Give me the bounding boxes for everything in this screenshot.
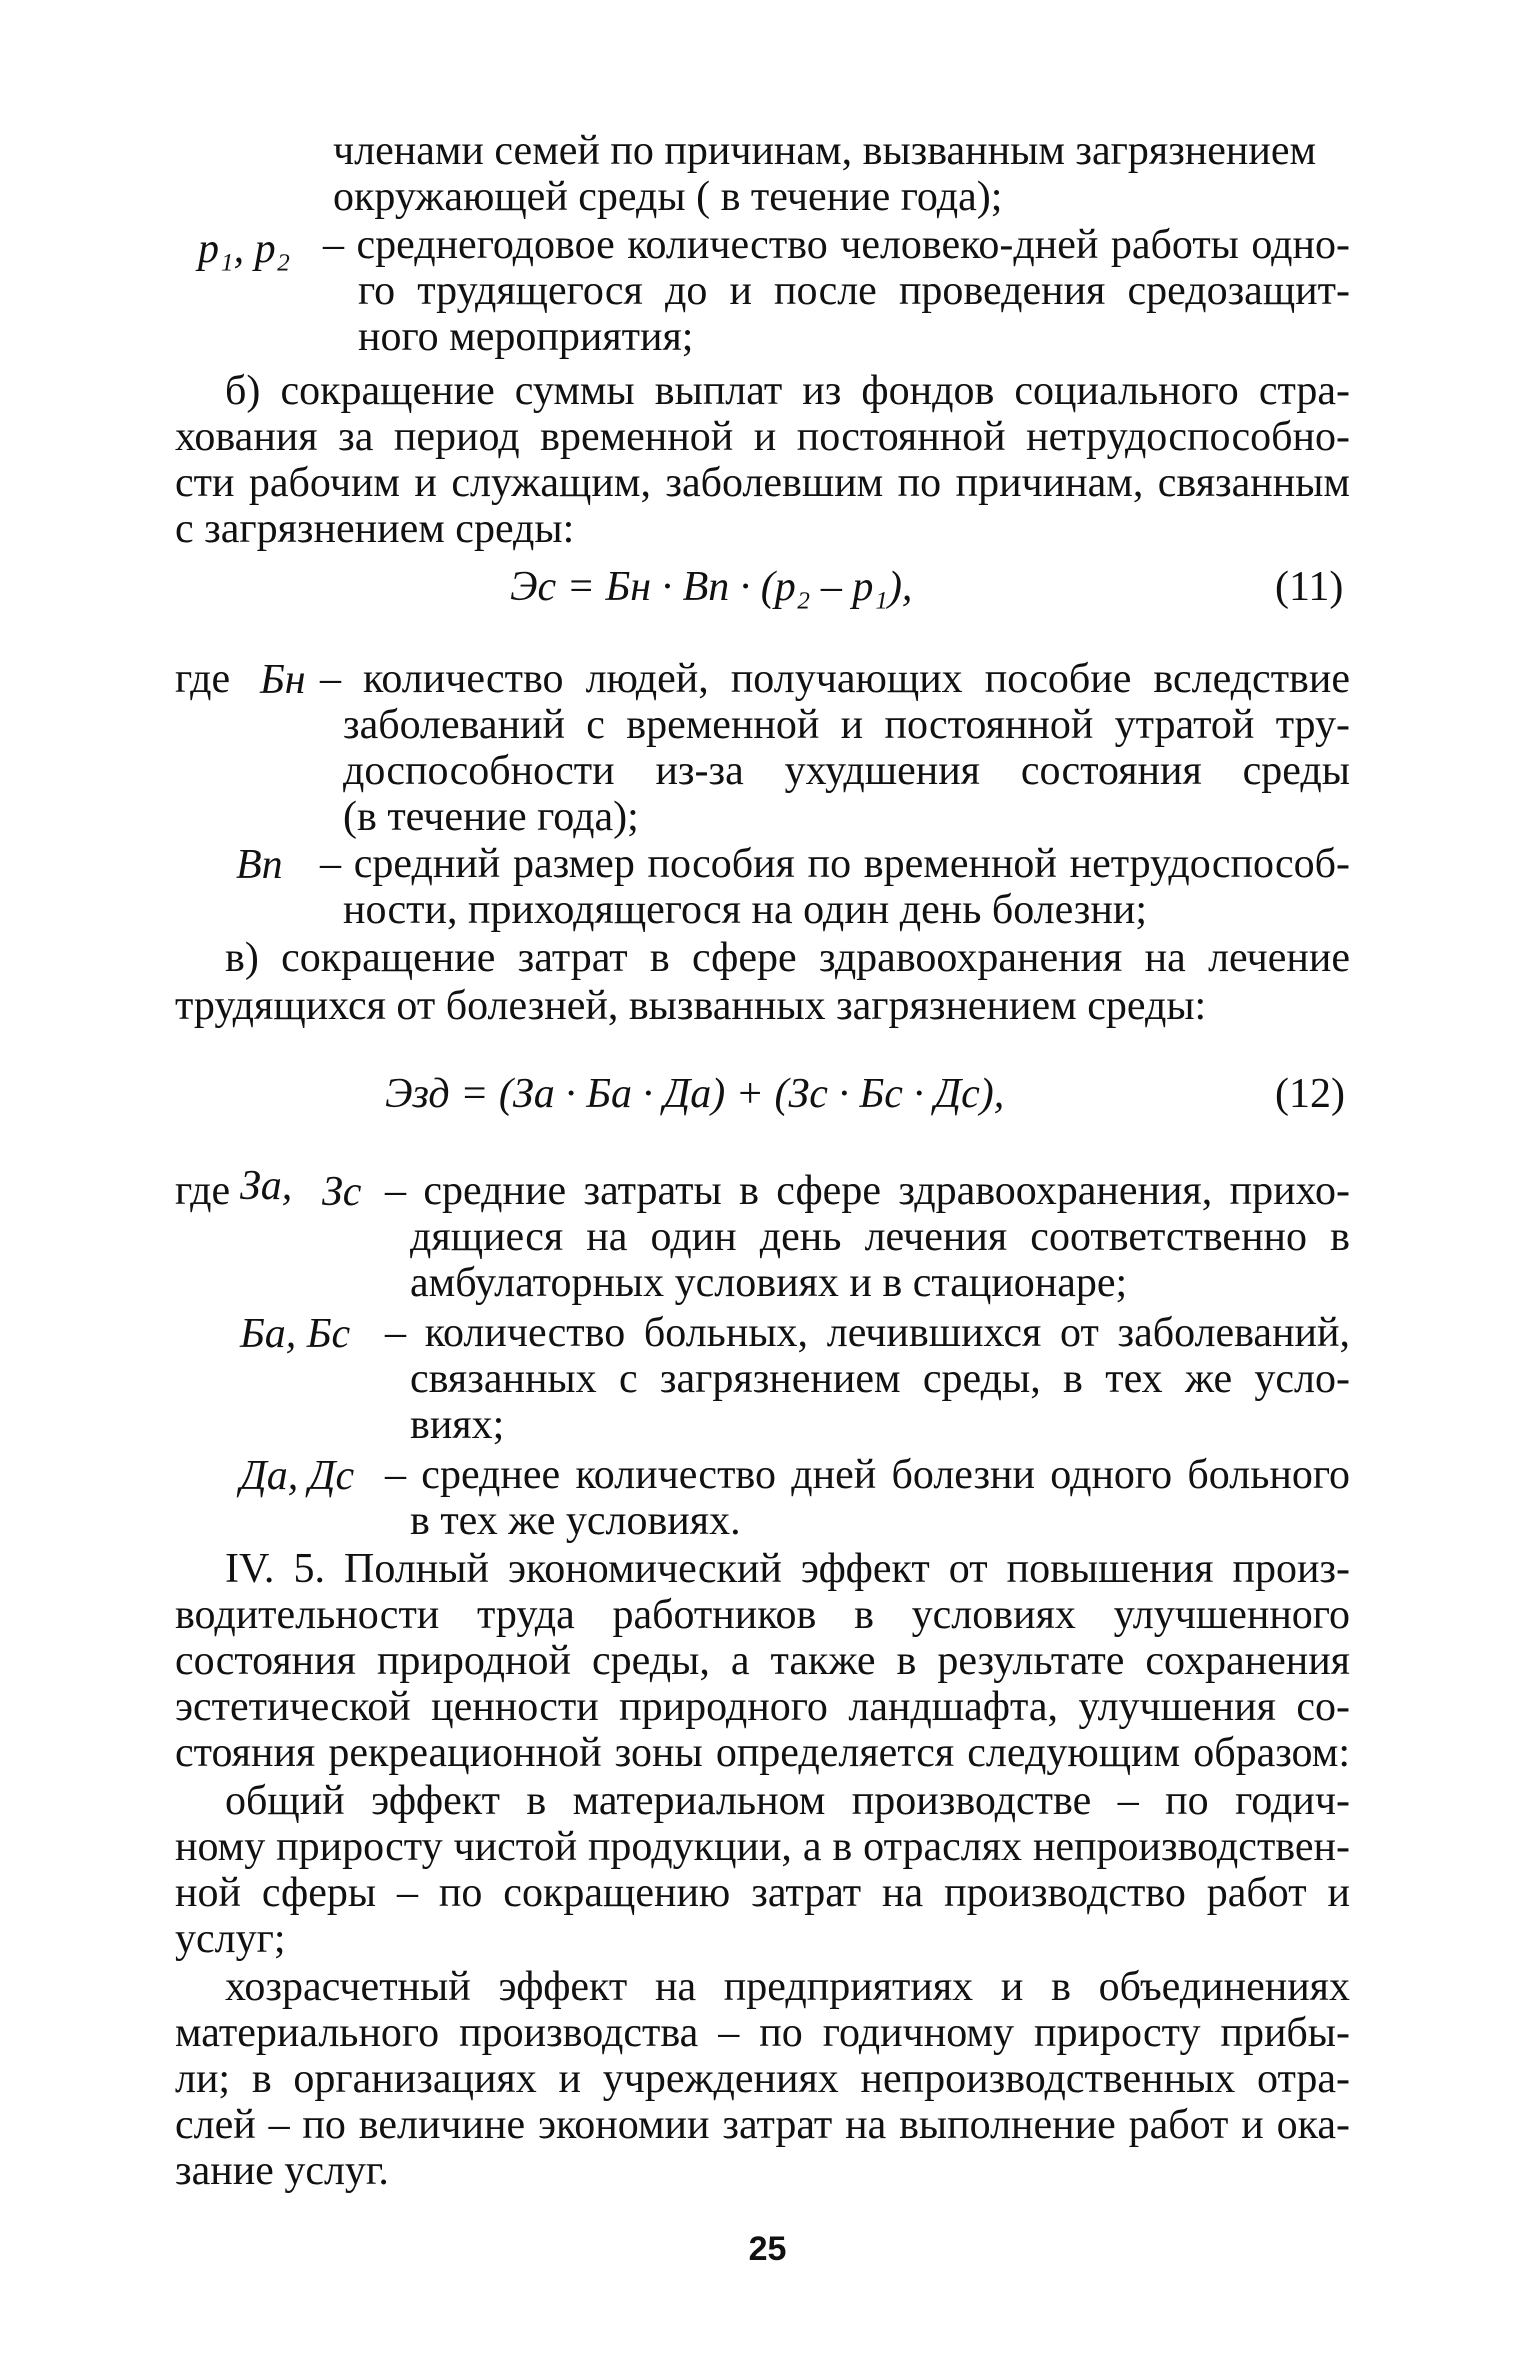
text-line: зание услуг. [175, 2148, 389, 2194]
text-line: (в течение года); [343, 794, 639, 840]
text-line: эстетической ценности природного ландшафта, улучшения со- [175, 1684, 1350, 1730]
text-line: общий эффект в материальном производстве – по годич- [225, 1778, 1350, 1824]
symbol-da-dc: Да, Дс [240, 1453, 355, 1499]
text-line: доспособности из-за ухудшения состояния среды [343, 748, 1350, 794]
text-line: стояния рекреационной зоны определяется следующим образом: [175, 1730, 1350, 1776]
equation-number-11: (11) [1275, 564, 1344, 610]
symbol-za: За, [240, 1163, 293, 1209]
text-line: где [175, 656, 231, 702]
text-line: хозрасчетный эффект на предприятиях и в объединениях [225, 1964, 1350, 2010]
text-line: – количество больных, лечившихся от заболеваний, [385, 1310, 1350, 1356]
symbol-bn: Бн [260, 657, 306, 703]
text-line: хования за период временной и постоянной нетрудоспособно- [175, 414, 1350, 460]
text-line: услуг; [175, 1916, 286, 1962]
text-line: членами семей по причинам, вызванным загрязнением [333, 128, 1317, 174]
text-line: ного мероприятия; [358, 314, 694, 360]
text-line: – средние затраты в сфере здравоохранения, прихо- [385, 1168, 1350, 1214]
equation-11: Эс = Бн · Вп · (p₂ – p₁), [510, 564, 913, 610]
text-line: с загрязнением среды: [175, 506, 575, 552]
text-line: водительности труда работников в условиях улучшенного [175, 1592, 1350, 1638]
text-line: ной сферы – по сокращению затрат на производство работ и [175, 1870, 1350, 1916]
text-line: в тех же условиях. [410, 1498, 741, 1544]
text-line: ли; в организациях и учреждениях непроизводственных отра- [175, 2056, 1350, 2102]
text-line: IV. 5. Полный экономический эффект от повышения произ- [225, 1546, 1350, 1592]
text-line: амбулаторных условиях и в стационаре; [410, 1260, 1128, 1306]
text-line: слей – по величине экономии затрат на выполнение работ и ока- [175, 2102, 1350, 2148]
equation-12: Эзд = (За · Ба · Да) + (Зс · Бс · Дс), [385, 1071, 1005, 1117]
text-line: связанных с загрязнением среды, в тех же усло- [410, 1356, 1350, 1402]
text-line: материального производства – по годичному приросту прибы- [175, 2010, 1350, 2056]
text-line: дящиеся на один день лечения соответственно в [410, 1214, 1350, 1260]
text-line: – среднегодовое количество человеко-дней работы одно- [323, 222, 1350, 268]
text-line: б) сокращение суммы выплат из фондов социального стра- [225, 368, 1350, 414]
text-line: где [175, 1168, 231, 1214]
text-line: – среднее количество дней болезни одного больного [385, 1452, 1350, 1498]
symbol-zc: Зс [322, 1169, 362, 1215]
text-line: – количество людей, получающих пособие вследствие [320, 656, 1350, 702]
text-line: сти рабочим и служащим, заболевшим по причинам, связанным [175, 460, 1350, 506]
text-line: окружающей среды ( в течение года); [333, 174, 1003, 220]
symbol-p1-p2: p₁, p₂ [198, 226, 291, 272]
text-line: ности, приходящегося на один день болезни; [343, 887, 1148, 933]
text-line: трудящихся от болезней, вызванных загрязнением среды: [175, 983, 1207, 1029]
symbol-vp: Вп [236, 842, 283, 888]
text-line: го трудящегося до и после проведения средозащит- [358, 268, 1350, 314]
page-number: 25 [748, 2230, 787, 2268]
equation-number-12: (12) [1275, 1071, 1345, 1117]
symbol-ba-bc: Ба, Бс [240, 1311, 351, 1357]
text-line: в) сокращение затрат в сфере здравоохранения на лечение [225, 935, 1350, 981]
text-line: ному приросту чистой продукции, а в отраслях непроизводствен- [175, 1824, 1350, 1870]
text-line: заболеваний с временной и постоянной утратой тру- [343, 702, 1350, 748]
text-line: состояния природной среды, а также в результате сохранения [175, 1638, 1350, 1684]
text-line: виях; [410, 1402, 505, 1448]
text-line: – средний размер пособия по временной нетрудоспособ- [320, 841, 1350, 887]
